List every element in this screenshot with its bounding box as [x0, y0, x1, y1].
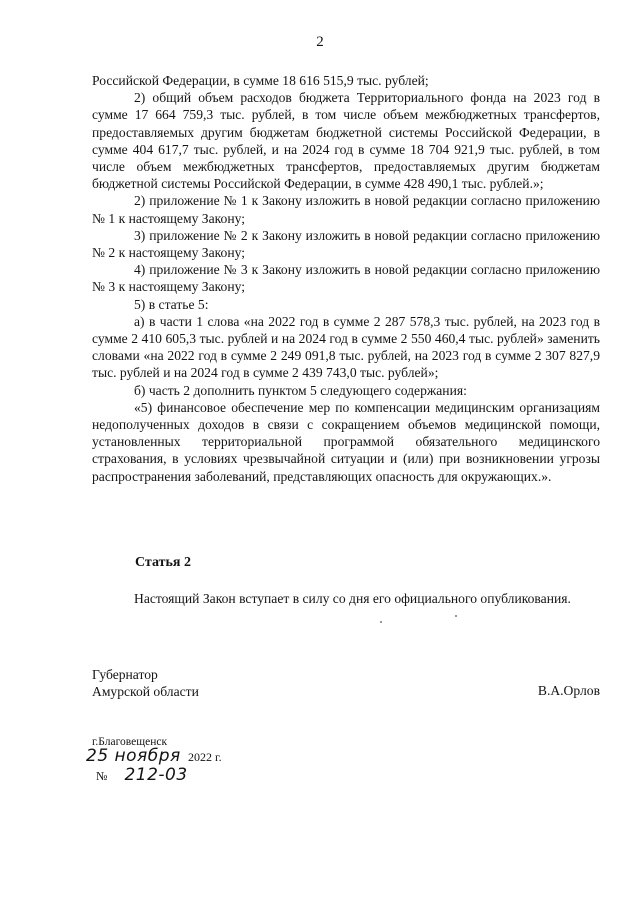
date-year: 2022 г.	[188, 750, 222, 764]
paragraph: 5) в статье 5:	[134, 296, 209, 312]
handwritten-date: 25 ноября	[86, 746, 181, 766]
signatory-region: Амурской области	[92, 684, 199, 699]
number-label: №	[96, 769, 108, 783]
article-heading: Статья 2	[135, 555, 191, 570]
document-body	[92, 72, 600, 485]
scan-speck	[455, 615, 457, 617]
signatory-title: Губернатор	[92, 667, 158, 682]
handwritten-number: 212-03	[124, 765, 188, 785]
signing-date	[86, 746, 222, 766]
paragraph: 3) приложение № 2 к Закону изложить в новой редакции согласно приложению № 2 к настоящему Закону;	[92, 227, 600, 261]
final-provision: Настоящий Закон вступает в силу со дня его официального опубликования.	[134, 591, 571, 606]
page-number: 2	[316, 34, 324, 50]
paragraph: б) часть 2 дополнить пунктом 5 следующего содержания:	[134, 382, 467, 398]
paragraph: 2) приложение № 1 к Закону изложить в новой редакции согласно приложению № 1 к настоящему Закону;	[92, 193, 600, 226]
paragraph: Российской Федерации, в сумме 18 616 515,9 тыс. рублей;	[92, 73, 429, 88]
paragraph: «5) финансовое обеспечение мер по компенсации медицинским организациям недополученных доходов в связи с сокращением объемов медицинской помощи, установленных территориальной программой обязательного медицинского страхования, в условиях чрезвычайной ситуации и (или) при возникновении угрозы распространения заболеваний, представляющих опасность для окружающих.».	[92, 399, 600, 484]
paragraph: а) в части 1 слова «на 2022 год в сумме 2 287 578,3 тыс. рублей, на 2023 год в сумме 2 410 605,3 тыс. рублей и на 2024 год в сумме 2 550 460,4 тыс. рублей» заменить словами «на 2022 год в сумме 2 249 091,8 тыс. рублей, на 2023 год в сумме 2 307 827,9 тыс. рублей и на 2024 год в сумме 2 439 743,0 тыс. рублей»;	[92, 313, 600, 381]
scan-speck	[380, 621, 382, 623]
law-number	[96, 765, 188, 785]
signatory-position	[92, 666, 199, 700]
paragraph: 2) общий объем расходов бюджета Территориального фонда на 2023 год в сумме 17 664 759,3 тыс. рублей, в том числе объем межбюджетных трансфертов, предоставляемых другим бюджетам бюджетной системы Российской Федерации, в сумме 404 617,7 тыс. рублей, и на 2024 год в сумме 18 704 921,9 тыс. рублей, в том числе объем межбюджетных трансфертов, предоставляемых другим бюджетам бюджетной системы Российской Федерации, в сумме 428 490,1 тыс. рублей.»;	[92, 90, 600, 192]
signatory-name: В.А.Орлов	[537, 683, 600, 698]
place-of-signing: г.Благовещенск	[92, 736, 168, 748]
paragraph: 4) приложение № 3 к Закону изложить в новой редакции согласно приложению № 3 к настоящему Закону;	[92, 262, 600, 295]
